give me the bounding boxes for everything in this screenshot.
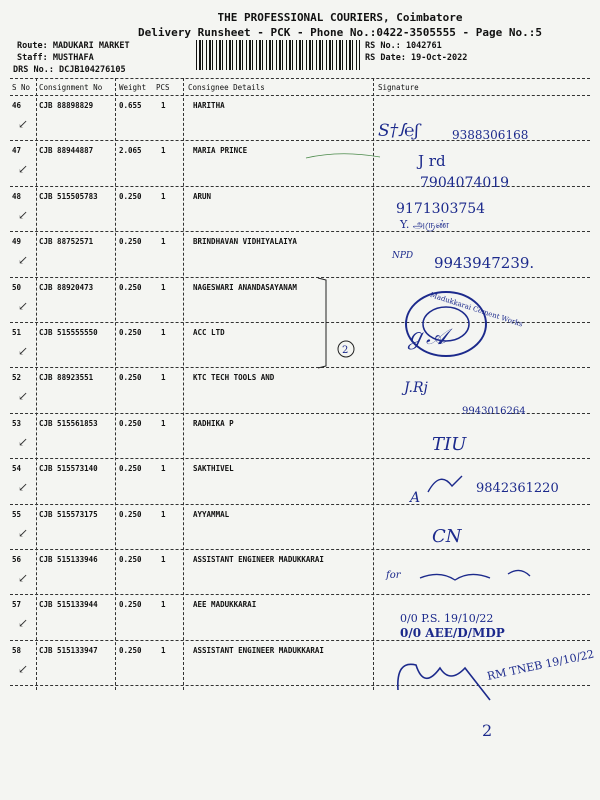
footer-mark: 2 [482,721,493,740]
row-consignee: RADHIKA P [193,418,234,428]
row-consignee: AEE MADUKKARAI [193,600,257,610]
row-sno: 56 [12,555,22,564]
row-weight: 0.250 [119,418,142,428]
row-sno: 54 [12,464,22,474]
row-consignment-no: CJB 515573140 [39,464,98,474]
row-weight: 0.655 [119,101,142,110]
row-weight: 0.250 [119,373,142,383]
row-sno: 49 [12,237,22,247]
row-tick-mark: ↙ [18,253,29,268]
row-consignee: AYYAMMAL [193,509,230,519]
row-consignee: BRINDHAVAN VIDHIYALAIYA [193,237,297,247]
signature-48: Y. அருண் [400,218,450,231]
row-consignment-no: CJB 88923551 [39,373,94,383]
row-sno: 52 [12,373,22,383]
row-consignment-no: CJB 515133947 [39,645,98,655]
rs-date: RS Date: 19-Oct-2022 [365,53,468,63]
signature-46: S†ꭍ℮ʃ [378,121,420,141]
row-weight: 2.065 [119,146,142,156]
row-tick-mark: ↙ [18,207,29,222]
pen-stroke [306,154,380,158]
signature-54: A [410,490,421,506]
row-pcs: 1 [161,555,166,564]
signature-58-note: RM TNEB 19/10/22 [485,647,596,683]
row-consignee: NAGESWARI ANANDASAYANAM [193,282,297,292]
signature-57b: 0/0 AEE/D/MDP [400,626,505,640]
row-tick-mark: ↙ [18,344,29,358]
signature-57a: 0/0 P.S. 19/10/22 [400,612,494,625]
row-pcs: 1 [161,418,166,428]
row-pcs: 1 [161,600,166,610]
col-header-consignment: Consignment No [39,83,103,92]
row-weight: 0.250 [119,509,142,519]
row-consignee: ASSISTANT ENGINEER MADUKKARAI [193,645,324,655]
signature-47: J rd [418,152,446,170]
signature-58 [398,664,490,700]
row-weight: 0.250 [119,237,142,247]
row-consignment-no: CJB 515561853 [39,418,98,428]
row-weight: 0.250 [119,555,142,564]
phone-52: 9943016264 [462,406,526,417]
runsheet-subtitle: Delivery Runsheet - PCK - Phone No.:0422-3505555 - Page No.:5 [138,26,542,39]
drs-label: DRS No.: DCJB104276105 [13,65,126,75]
row-tick-mark: ↙ [18,117,29,131]
row-weight: 0.250 [119,600,142,610]
row-sno: 50 [12,282,22,292]
row-consignee: ASSISTANT ENGINEER MADUKKARAI [193,555,324,564]
col-header-signature: Signature [378,83,419,92]
row-tick-mark: ↙ [18,162,29,177]
row-weight: 0.250 [119,328,142,337]
row-pcs: 1 [161,146,166,156]
row-pcs: 1 [161,191,166,201]
row-consignee: KTC TECH TOOLS AND [193,373,275,383]
row-tick-mark: ↙ [18,571,29,585]
phone-54: 9842361220 [476,481,559,496]
row-sno: 51 [12,328,22,337]
row-consignment-no: CJB 515573175 [39,509,98,519]
row-pcs: 1 [161,237,166,247]
row-tick-mark: ↙ [18,616,29,631]
row-consignment-no: CJB 515133946 [39,555,98,564]
col-header-consignee: Consignee Details [188,83,265,92]
row-consignment-no: CJB 88920473 [39,282,94,292]
signature-54-stroke [428,476,462,492]
row-pcs: 1 [161,645,166,655]
row-consignment-no: CJB 88752571 [39,237,94,247]
company-title: THE PROFESSIONAL COURIERS, Coimbatore [217,11,463,24]
rs-number: RS No.: 1042761 [365,41,442,51]
row-pcs: 1 [161,282,166,292]
row-consignment-no: CJB 88898829 [39,101,94,110]
phone-49: 9943947239. [434,254,535,272]
row-weight: 0.250 [119,191,142,201]
row-consignee: MARIA PRINCE [193,146,248,156]
row-weight: 0.250 [119,645,142,655]
phone-46: 9388306168 [452,128,529,142]
row-sno: 47 [12,146,22,156]
bracket-mark [318,278,326,368]
phone-48: 9171303754 [396,201,486,217]
row-weight: 0.250 [119,464,142,474]
col-header-pcs: PCS [156,83,170,92]
signature-53: TIU [432,434,467,455]
stamp-text: Madukkarai Cement Works [429,290,524,329]
row-pcs: 1 [161,328,166,337]
row-sno: 57 [12,600,22,610]
row-tick-mark: ↙ [18,389,29,404]
row-consignment-no: CJB 515505783 [39,191,98,201]
row-sno: 53 [12,418,22,428]
col-header-sno: S No [12,83,31,92]
signature-50: ℊ𝒜 [404,325,447,350]
phone-47: 7904074019 [420,175,510,191]
row-consignee: ACC LTD [193,328,225,337]
route-label: Route: MADUKARI MARKET [17,41,130,51]
row-tick-mark: ↙ [18,661,29,676]
signature-52: J.Rj [404,380,428,396]
row-tick-mark: ↙ [18,525,29,540]
signature-56 [420,570,530,580]
staff-label: Staff: MUSTHAFA [17,53,94,63]
row-sno: 58 [12,645,22,655]
row-sno: 55 [12,509,22,519]
row-weight: 0.250 [119,282,142,292]
row-sno: 46 [12,101,22,110]
row-tick-mark: ↙ [18,298,29,313]
col-header-weight: Weight [119,83,147,92]
row-pcs: 1 [161,464,166,474]
row-consignment-no: CJB 515555550 [39,328,98,337]
row-tick-mark: ↙ [18,480,29,495]
row-consignee: HARITHA [193,101,225,110]
row-pcs: 1 [161,373,166,383]
row-tick-mark: ↙ [18,434,29,449]
bracket-note: 2 [342,345,349,356]
row-consignee: ARUN [193,191,212,201]
signature-55: CN [432,526,462,547]
signature-49: NPD [392,251,414,261]
row-consignment-no: CJB 88944887 [39,146,94,156]
signature-56-prefix: for [386,570,401,581]
row-consignee: SAKTHIVEL [193,464,234,474]
row-consignment-no: CJB 515133944 [39,600,98,610]
row-pcs: 1 [161,101,166,110]
row-pcs: 1 [161,509,166,519]
row-sno: 48 [12,191,22,201]
